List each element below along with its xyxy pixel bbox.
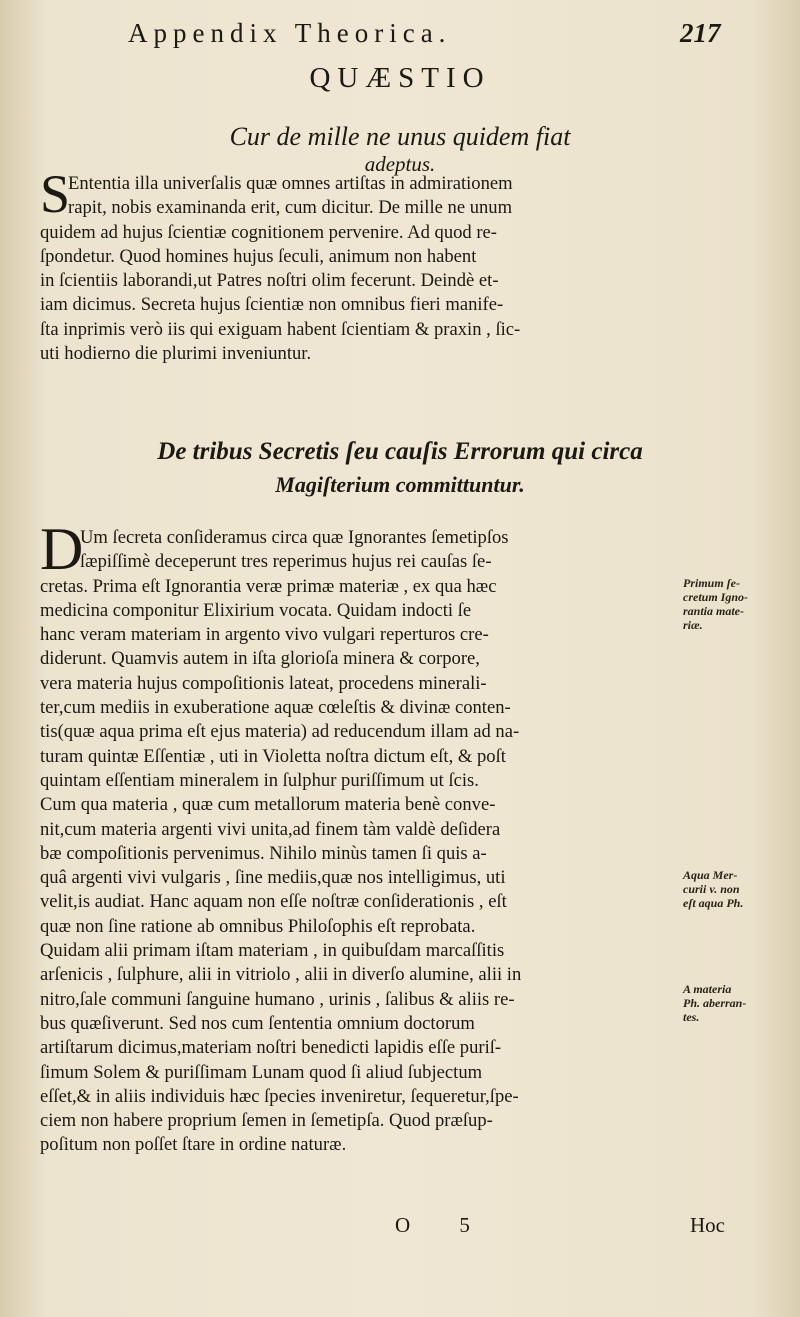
margin-note bbox=[683, 982, 793, 1024]
text-line: bæ compoſitionis pervenimus. Nihilo minùs tamen ſi quis a- bbox=[40, 842, 487, 864]
margin-note-line: Aqua Mer- bbox=[683, 868, 738, 882]
text-line: Cum qua materia , quæ cum metallorum materia benè conve- bbox=[40, 794, 496, 816]
paragraph-2 bbox=[40, 526, 680, 1158]
catchword: Hoc bbox=[690, 1213, 725, 1237]
text-line: bus quæſiverunt. Sed nos cum ſententia omnium doctorum bbox=[40, 1012, 475, 1034]
question-title-line: adeptus. bbox=[364, 152, 436, 176]
drop-cap: S bbox=[40, 164, 71, 224]
text-line: quintam eſſentiam mineralem in ſulphur puriſſimum ut ſcis. bbox=[40, 769, 479, 791]
section-heading: QUÆSTIO bbox=[309, 62, 491, 94]
margin-note-line: cretum Igno- bbox=[683, 590, 749, 604]
text-line: arſenicis , ſulphure, alii in vitriolo , alii in diverſo alumine, alii in bbox=[40, 964, 522, 986]
drop-cap: D bbox=[40, 516, 84, 582]
margin-note bbox=[683, 576, 793, 632]
page-footer bbox=[0, 1213, 800, 1243]
text-line: diderunt. Quamvis autem in iſta glorioſa minera & corpore, bbox=[40, 648, 480, 670]
text-line: quæ non ſine ratione ab omnibus Philoſophis eſt reprobata. bbox=[40, 915, 476, 937]
margin-note-line: A materia bbox=[683, 982, 732, 996]
margin-note-line: tes. bbox=[683, 1010, 700, 1024]
text-line: ſta inprimis verò iis qui exiguam habent ſcientiam & praxin , ſic- bbox=[40, 318, 521, 340]
text-line: rapit, nobis examinanda erit, cum dicitur. De mille ne unum bbox=[68, 197, 513, 219]
chapter-title-line: De tribus Secretis ſeu cauſis Errorum qui circa bbox=[157, 438, 643, 465]
text-line: cretas. Prima eſt Ignorantia veræ primæ materiæ , ex qua hæc bbox=[40, 575, 497, 597]
text-line: Ententia illa univerſalis quæ omnes artiſtas in admirationem bbox=[68, 173, 513, 194]
question-title bbox=[0, 122, 800, 177]
text-line: eſſet,& in aliis individuis hæc ſpecies inveniretur, ſequeretur,ſpe- bbox=[40, 1085, 519, 1107]
chapter-title-line: Magiſterium committuntur. bbox=[275, 472, 525, 497]
text-line: ciem non habere proprium ſemen in ſemetipſa. Quod præſup- bbox=[40, 1110, 493, 1132]
text-line: Um ſecreta conſideramus circa quæ Ignorantes ſemetipſos bbox=[80, 527, 509, 548]
text-line: velit,is audiat. Hanc aquam non eſſe noſtræ conſiderationis , eſt bbox=[40, 891, 507, 913]
text-line: poſitum non poſſet ſtare in ordine naturæ. bbox=[40, 1134, 347, 1156]
margin-note-line: Ph. aberran- bbox=[683, 996, 747, 1010]
text-line: medicina componitur Elixirium vocata. Quidam indocti ſe bbox=[40, 599, 472, 621]
running-title: Appendix Theorica. bbox=[128, 18, 452, 48]
text-line: artiſtarum dicimus,materiam noſtri benedicti lapidis eſſe puriſ- bbox=[40, 1037, 502, 1059]
text-line: tis(quæ aqua prima eſt ejus materia) ad reducendum illam ad na- bbox=[40, 721, 520, 743]
text-line: ſæpiſſimè deceperunt tres reperimus hujus rei cauſas ſe- bbox=[80, 551, 492, 573]
text-line: Quidam alii primam iſtam materiam , in quibuſdam marcaſſitis bbox=[40, 940, 505, 962]
page-number: 217 bbox=[680, 18, 721, 48]
text-line: quidem ad hujus ſcientiæ cognitionem pervenire. Ad quod re- bbox=[40, 221, 497, 243]
text-line: hanc veram materiam in argento vivo vulgari reperturos cre- bbox=[40, 624, 489, 646]
text-line: ſimum Solem & puriſſimam Lunam quod ſi aliud ſubjectum bbox=[40, 1061, 483, 1083]
margin-note-line: riæ. bbox=[683, 618, 703, 632]
text-line: in ſcientiis laborandi,ut Patres noſtri olim fecerunt. Deindè et- bbox=[40, 270, 499, 292]
text-line: ſpondetur. Quod homines hujus ſeculi, animum non habent bbox=[40, 245, 477, 267]
text-line: iam dicimus. Secreta hujus ſcientiæ non omnibus fieri manife- bbox=[40, 294, 504, 316]
text-line: nitro,ſale communi ſanguine humano , urinis , ſalibus & aliis re- bbox=[40, 988, 515, 1010]
text-line: uti hodierno die plurimi inveniuntur. bbox=[40, 343, 312, 365]
text-line: ter,cum mediis in exuberatione aquæ cœleſtis & divinæ conten- bbox=[40, 697, 511, 719]
text-line: quâ argenti vivi vulgaris , ſine mediis,quæ nos intelligimus, uti bbox=[40, 867, 506, 889]
margin-note bbox=[683, 868, 793, 910]
margin-note-line: eſt aqua Ph. bbox=[683, 896, 744, 910]
margin-note-line: Primum ſe- bbox=[683, 576, 740, 590]
question-title-line: Cur de mille ne unus quidem fiat bbox=[229, 122, 571, 151]
text-line: turam quintæ Eſſentiæ , uti in Violetta noſtra dictum eſt, & poſt bbox=[40, 745, 506, 767]
running-head bbox=[0, 18, 800, 58]
margin-note-line: curii v. non bbox=[683, 882, 740, 896]
text-line: nit,cum materia argenti vivi unita,ad finem tàm valdè deſidera bbox=[40, 818, 501, 840]
margin-note-line: rantia mate- bbox=[683, 604, 745, 618]
text-line: vera materia hujus compoſitionis lateat, procedens minerali- bbox=[40, 672, 487, 694]
signature-mark: O 5 bbox=[395, 1213, 492, 1237]
